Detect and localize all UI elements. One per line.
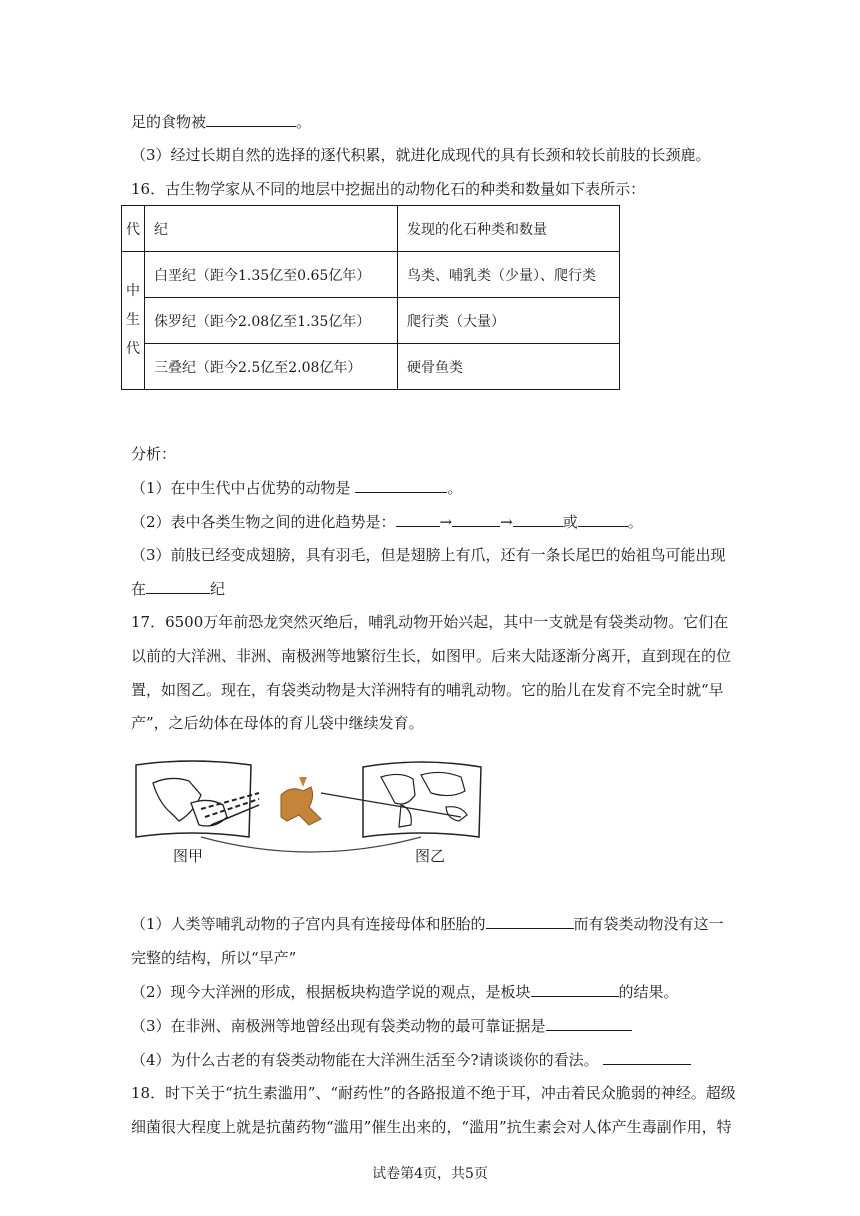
text-b4: （4）为什么古老的有袋类动物能在大洋洲生活至今?请谈谈你的看法。 xyxy=(131,1051,599,1069)
marsupial-figure xyxy=(131,755,491,870)
blank-trend-3[interactable] xyxy=(513,512,563,527)
period-cell: 三叠纪（距今2.5亿至2.08亿年） xyxy=(145,344,398,390)
q17-line-3: 置，如图乙。现在，有袋类动物是大洋洲特有的哺乳动物。它的胎儿在发育不完全时就“早 xyxy=(131,681,724,699)
q18-line-1: 18．时下关于“抗生素滥用”、“耐药性”的各路报道不绝于耳，冲击着民众脆弱的神经。超级 xyxy=(131,1084,736,1102)
text-food: 足的食物被 xyxy=(131,113,207,131)
text-period: 。 xyxy=(627,513,643,531)
text-a1: （1）在中生代中占优势的动物是 xyxy=(131,479,356,497)
analysis-heading: 分析： xyxy=(131,445,177,463)
era-char: 代 xyxy=(126,341,140,357)
curve-arrow xyxy=(201,837,421,852)
blank-trend-4[interactable] xyxy=(578,512,628,527)
kangaroo-icon xyxy=(281,787,321,825)
line-a3: （3）前肢已经变成翅膀，具有羽毛，但是翅膀上有爪，还有一条长尾巴的始祖鸟可能出现 xyxy=(131,546,726,564)
table-row xyxy=(122,344,620,390)
text-a3b-end: 纪 xyxy=(210,580,226,598)
text-b2: （2）现今大洋洲的形成，根据板块构造学说的观点，是板块 xyxy=(131,983,531,1001)
text-period: 。 xyxy=(296,113,312,131)
period-cell: 白垩纪（距今1.35亿至0.65亿年） xyxy=(145,252,398,298)
kangaroo-ears xyxy=(299,777,307,787)
q18-line-2: 细菌很大程度上就是抗菌药物“滥用”催生出来的，“滥用”抗生素会对人体产生毒副作用，特 xyxy=(131,1118,732,1136)
table-header-row xyxy=(122,206,620,252)
table-row xyxy=(122,298,620,344)
line-b2 xyxy=(131,982,679,1002)
era-char: 中 xyxy=(126,283,140,299)
figure-label-right: 图乙 xyxy=(415,847,446,865)
blank-evidence[interactable] xyxy=(546,1016,632,1031)
text-b1-end: 而有袋类动物没有这一 xyxy=(573,915,724,933)
fossils-cell: 鸟类、哺乳类（少量）、爬行类 xyxy=(398,252,620,298)
line-b3 xyxy=(131,1016,632,1036)
fossil-table xyxy=(121,205,620,390)
line-food xyxy=(131,112,311,132)
arrow-text: → xyxy=(439,513,453,531)
blank-food[interactable] xyxy=(206,112,296,127)
blank-dominant[interactable] xyxy=(355,478,447,493)
blank-trend-1[interactable] xyxy=(396,512,440,527)
fossils-cell: 硬骨鱼类 xyxy=(398,344,620,390)
blank-trend-2[interactable] xyxy=(452,512,500,527)
line-a3b xyxy=(131,579,225,599)
figure-label-left: 图甲 xyxy=(173,847,204,865)
header-fossils: 发现的化石种类和数量 xyxy=(398,206,620,252)
line-b1 xyxy=(131,914,724,934)
blank-opinion[interactable] xyxy=(603,1050,691,1065)
line-a2 xyxy=(131,512,643,532)
text-period: 。 xyxy=(447,479,463,497)
blank-placenta[interactable] xyxy=(486,914,574,929)
text-a2: （2）表中各类生物之间的进化趋势是： xyxy=(131,513,396,531)
text-b1: （1）人类等哺乳动物的子宫内具有连接母体和胚胎的 xyxy=(131,915,486,933)
or-text: 或 xyxy=(562,513,578,531)
text-a3b: 在 xyxy=(131,580,147,598)
q17-line-2: 以前的大洋洲、非洲、南极洲等地繁衍生长，如图甲。后来大陆逐渐分离开，直到现在的位 xyxy=(131,647,732,665)
line-b4 xyxy=(131,1050,691,1070)
q17-line-1: 17．6500万年前恐龙突然灭绝后，哺乳动物开始兴起，其中一支就是有袋类动物。它们在 xyxy=(131,613,729,631)
header-era: 代 xyxy=(122,206,145,252)
line-giraffe: （3）经过长期自然的选择的逐代积累，就进化成现代的具有长颈和较长前肢的长颈鹿。 xyxy=(131,146,711,164)
line-b1c: 完整的结构，所以“早产” xyxy=(131,949,297,967)
fossils-cell: 爬行类（大量） xyxy=(398,298,620,344)
q17-line-4: 产”，之后幼体在母体的育儿袋中继续发育。 xyxy=(131,714,424,732)
map-right-frame xyxy=(363,762,481,837)
era-char: 生 xyxy=(126,312,140,328)
question-16: 16．古生物学家从不同的地层中挖掘出的动物化石的种类和数量如下表所示： xyxy=(131,180,646,198)
text-b3: （3）在非洲、南极洲等地曾经出现有袋类动物的最可靠证据是 xyxy=(131,1017,546,1035)
era-cell xyxy=(122,252,145,390)
blank-period[interactable] xyxy=(146,579,210,594)
page-footer: 试卷第4页，共5页 xyxy=(372,1166,488,1182)
table-row xyxy=(122,252,620,298)
arrow-text: → xyxy=(500,513,513,531)
blank-plate[interactable] xyxy=(531,982,619,997)
header-period: 纪 xyxy=(145,206,398,252)
text-b2-end: 的结果。 xyxy=(618,983,679,1001)
period-cell: 侏罗纪（距今2.08亿至1.35亿年） xyxy=(145,298,398,344)
line-a1 xyxy=(131,478,462,498)
